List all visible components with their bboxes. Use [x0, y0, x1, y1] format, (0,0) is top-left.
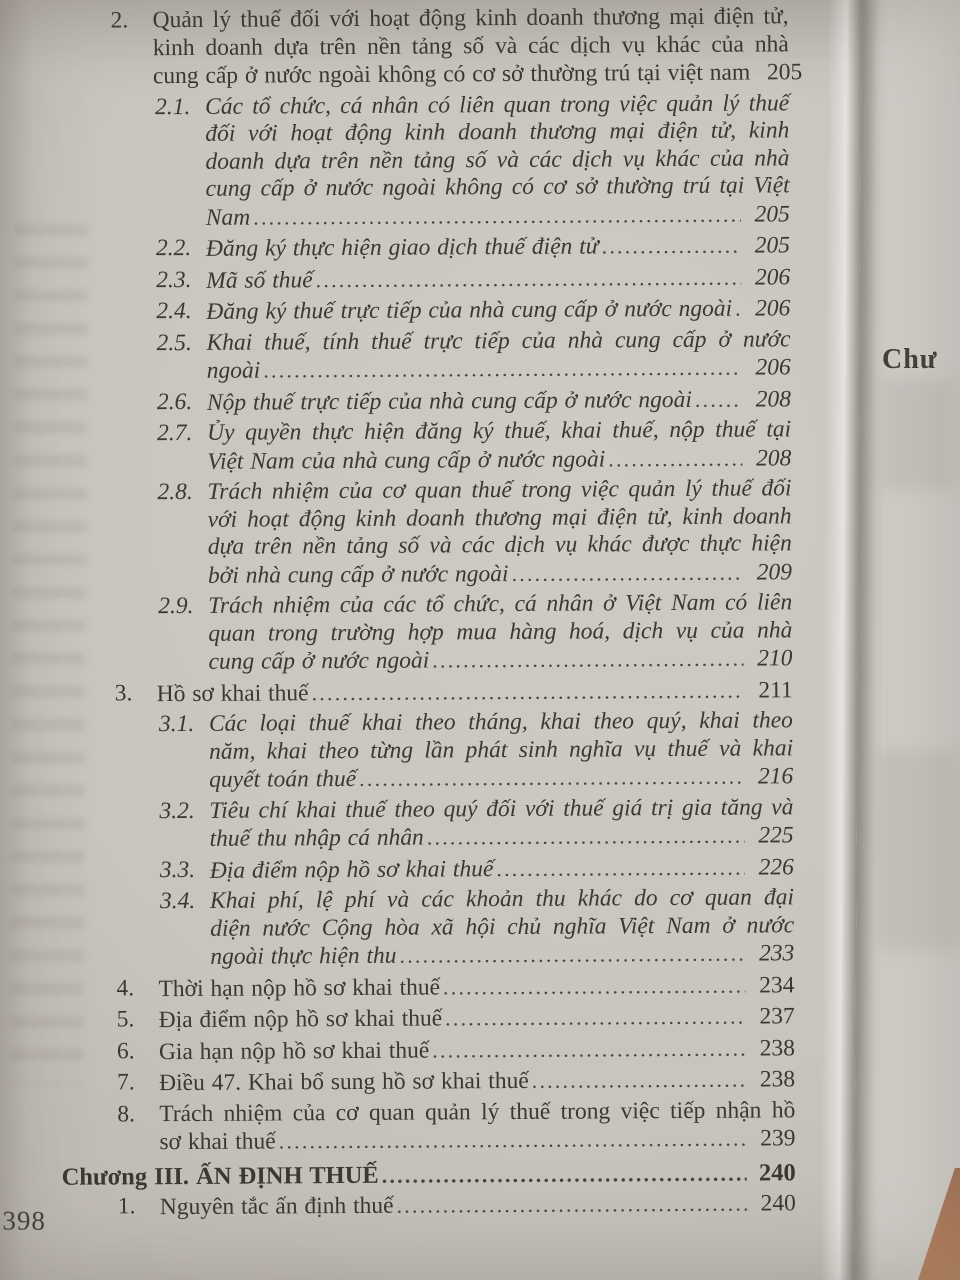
dot-leader: [311, 676, 743, 707]
toc-entry: [56, 231, 790, 264]
toc-entry-body: [159, 1097, 795, 1157]
dot-leader: [427, 822, 745, 852]
dot-leader: [279, 1125, 747, 1156]
toc-entry-body: [206, 294, 790, 326]
dot-leader: [263, 354, 742, 385]
toc-entry-page: 238: [759, 1066, 796, 1093]
toc-entry-number: 2.: [110, 7, 129, 34]
toc-entry-body: [159, 1065, 795, 1097]
toc-entry-wrapped-line: quan trong trường hợp mua hàng hoá, dịch vụ của nhà: [208, 616, 793, 647]
toc-entry-tail-line: [207, 353, 791, 385]
toc-entry-tail-line: [159, 1034, 795, 1066]
toc-entry-tail-line: [206, 200, 790, 232]
toc-entry-page: 240: [758, 1158, 796, 1187]
toc-list: [55, 3, 803, 1222]
toc-entry-tail-line: [210, 853, 794, 885]
toc-entry-number: 2.5.: [156, 329, 192, 356]
toc-entry-body: [208, 589, 792, 676]
toc-entry: [55, 90, 790, 233]
toc-entry: [57, 416, 791, 476]
dot-leader: [511, 558, 743, 588]
toc-entry-number: 1.: [117, 1193, 136, 1220]
toc-entry-title: bởi nhà cung cấp ở nước ngoài: [207, 560, 509, 589]
toc-entry-page: 216: [757, 763, 794, 790]
toc-entry-body: [159, 1034, 795, 1066]
toc-entry-body: [209, 707, 793, 794]
toc-entry-body: [205, 90, 790, 232]
toc-entry-wrapped-line: Các tổ chức, cá nhân có liên quan trong việc quản lý thuế: [205, 89, 790, 120]
toc-entry: [60, 853, 794, 886]
toc-entry-wrapped-line: Quản lý thuế đối với hoạt động kinh doanh thương mại điện tử,: [152, 3, 789, 34]
dot-leader: [601, 232, 741, 261]
toc-entry-tail-line: [159, 1002, 795, 1034]
toc-entry-number: 2.3.: [156, 266, 192, 293]
toc-entry-body: [209, 794, 793, 854]
toc-entry-body: [207, 385, 791, 417]
toc-entry-number: 5.: [116, 1006, 135, 1033]
toc-content: [55, 3, 803, 1222]
toc-entry-page: 210: [757, 645, 793, 672]
toc-entry: [57, 475, 792, 590]
toc-entry: [60, 884, 794, 972]
toc-entry-title: ngoài: [206, 357, 261, 384]
toc-entry-title: Đăng ký thuế trực tiếp của nhà cung cấp ở nước ngoài: [206, 295, 733, 325]
toc-entry-tail-line: [152, 58, 803, 90]
toc-entry-body: [62, 1159, 796, 1191]
dot-leader: [496, 853, 745, 883]
dot-leader: [396, 1190, 746, 1221]
toc-entry-title: thuế thu nhập cá nhân: [209, 824, 424, 852]
toc-entry-wrapped-line: Ủy quyền thực hiện đăng ký thuế, khai thuế, nộp thuế tại: [207, 416, 792, 446]
toc-entry-tail-line: [206, 231, 790, 263]
toc-entry-wrapped-line: đối với hoạt động kinh doanh thương mại điện tử, kinh: [205, 117, 790, 147]
toc-entry-number: 2.1.: [155, 93, 191, 120]
toc-entry-page: 237: [759, 1003, 795, 1030]
toc-entry-title: sơ khai thuế: [159, 1128, 276, 1156]
toc-entry: [56, 294, 790, 327]
toc-entry-title: Hồ sơ khai thuế: [156, 679, 309, 707]
toc-entry-page: 205: [754, 232, 791, 259]
toc-entry-wrapped-line: diện nước Cộng hòa xã hội chủ nghĩa Việt Nam ở nước: [210, 911, 795, 942]
toc-entry-wrapped-line: doanh dựa trên nền tảng số và các dịch vụ khác của nhà: [205, 144, 790, 175]
page-number: 398: [2, 1205, 47, 1236]
toc-entry-wrapped-line: Trách nhiệm của cơ quan thuế trong việc quản lý thuế đối: [207, 475, 792, 505]
toc-entry-wrapped-line: cung cấp ở nước ngoài không có cơ sở thường trú tại Việt: [205, 172, 790, 202]
toc-entry-body: [160, 1189, 796, 1221]
dot-leader: [608, 444, 742, 473]
toc-entry-number: 2.6.: [156, 388, 193, 415]
toc-entry-title: Thời hạn nộp hồ sơ khai thuế: [158, 973, 441, 1002]
toc-entry-tail-line: [157, 676, 793, 708]
toc-entry: [59, 794, 793, 854]
toc-entry-number: 2.7.: [157, 419, 193, 447]
toc-entry-title: Việt Nam của nhà cung cấp ở nước ngoài: [207, 445, 606, 475]
toc-entry-tail-line: [159, 1124, 795, 1156]
toc-entry: [59, 707, 793, 795]
show-through-smudge: [882, 380, 954, 490]
toc-entry-number: 6.: [116, 1037, 135, 1064]
toc-entry-page: 208: [755, 444, 792, 472]
toc-entry-body: [210, 853, 794, 885]
toc-entry-body: [207, 416, 791, 476]
dot-leader: [432, 645, 743, 675]
toc-entry: [56, 263, 790, 296]
toc-entry-tail-line: [208, 644, 792, 676]
toc-entry-tail-line: [210, 939, 794, 971]
toc-entry-wrapped-line: với hoạt động kinh doanh thương mại điện tử, kinh doanh: [207, 502, 792, 533]
toc-entry-body: [159, 1002, 795, 1034]
dot-leader: [432, 1034, 746, 1064]
toc-entry-body: [157, 676, 793, 708]
toc-entry-body: [210, 884, 794, 971]
toc-entry-wrapped-line: Khai thuế, tính thuế trực tiếp của nhà cung cấp ở nước: [206, 325, 791, 356]
toc-entry-body: [152, 3, 803, 90]
toc-entry-page: 205: [766, 59, 803, 86]
dot-leader: [382, 1159, 747, 1189]
facing-page-text: Chư: [882, 344, 938, 375]
toc-entry-number: 2.9.: [158, 592, 194, 620]
toc-entry-title: Đăng ký thực hiện giao dịch thuế điện tử: [205, 233, 599, 262]
dot-leader: [253, 200, 741, 231]
dot-leader: [695, 385, 742, 414]
toc-entry-number: 3.2.: [159, 797, 195, 824]
toc-entry: [55, 3, 803, 91]
toc-entry-number: 3.4.: [159, 887, 196, 915]
dot-leader: [735, 295, 741, 324]
toc-entry: [57, 385, 791, 418]
dot-leader: [359, 763, 744, 794]
dot-leader: [445, 1003, 746, 1033]
toc-entry-tail-line: [210, 821, 794, 853]
toc-entry-page: 239: [760, 1125, 796, 1152]
toc-entry-page: 240: [760, 1190, 796, 1217]
toc-entry-number: 4.: [116, 974, 135, 1001]
toc-entry-page: 209: [756, 558, 793, 586]
toc-entry-tail-line: [209, 762, 793, 794]
toc-entry-page: 225: [758, 822, 794, 849]
toc-entry-tail-line: [158, 971, 794, 1003]
toc-entry-tail-line: [207, 385, 791, 417]
toc-entry-title: Nguyên tắc ấn định thuế: [159, 1192, 394, 1221]
toc-entry: [62, 1189, 796, 1222]
dot-leader: [316, 263, 742, 294]
toc-entry-wrapped-line: Tiêu chí khai thuế theo quý đối với thuế giá trị gia tăng và: [209, 793, 794, 824]
toc-entry-title: quyết toán thuế: [209, 765, 357, 793]
toc-entry-number: 2.8.: [157, 478, 193, 506]
toc-entry-page: 226: [758, 853, 794, 881]
toc-entry-tail-line: [160, 1189, 796, 1221]
toc-entry-wrapped-line: kinh doanh dựa trên nền tảng số và các dịch vụ khác của nhà: [152, 30, 789, 61]
toc-entry-number: 2.2.: [155, 234, 192, 262]
toc-entry-title: Nam: [205, 204, 251, 231]
toc-entry-page: 205: [754, 200, 790, 228]
toc-entry: [58, 589, 792, 677]
dot-leader: [399, 940, 745, 971]
toc-entry-number: 3.: [114, 679, 133, 706]
toc-entry-title: Địa điểm nộp hồ sơ khai thuế: [158, 1005, 443, 1034]
toc-entry-tail-line: [159, 1065, 795, 1097]
toc-entry-tail-line: [207, 444, 791, 476]
toc-entry-wrapped-line: Khai phí, lệ phí và các khoản thu khác do cơ quan đại: [209, 884, 795, 914]
toc-entry-page: 233: [758, 940, 795, 967]
toc-entry-title: ngoài thực hiện thu: [210, 942, 397, 970]
toc-entry-page: 211: [758, 676, 793, 704]
toc-entry-title: Gia hạn nộp hồ sơ khai thuế: [158, 1037, 430, 1065]
toc-entry-page: 206: [755, 354, 791, 381]
toc-entry-wrapped-line: Trách nhiệm của cơ quan quản lý thuế trong việc tiếp nhận hồ: [159, 1096, 796, 1127]
toc-entry-title: Mã số thuế: [206, 266, 313, 294]
toc-entry: [60, 971, 794, 1004]
show-through-smudge: [878, 750, 958, 950]
toc-entry-title: cung cấp ở nước ngoài: [208, 647, 430, 675]
toc-entry: [61, 1065, 795, 1098]
toc-entry-wrapped-line: dựa trên nền tảng số và các dịch vụ khác được thực hiện: [207, 530, 792, 560]
toc-entry: [56, 326, 790, 386]
toc-entry-number: 8.: [117, 1100, 135, 1127]
dot-leader: [532, 1066, 747, 1096]
toc-entry-tail-line: [208, 558, 792, 590]
toc-entry-tail-line: [62, 1159, 796, 1191]
toc-entry: [62, 1159, 796, 1191]
toc-entry-number: 3.1.: [158, 710, 195, 738]
toc-entry-number: 3.3.: [159, 856, 196, 883]
toc-entry-body: [206, 231, 790, 263]
toc-entry-tail-line: [206, 294, 790, 326]
toc-entry-title: Nộp thuế trực tiếp của nhà cung cấp ở nước ngoài: [206, 386, 692, 416]
toc-entry-page: 206: [755, 295, 791, 322]
toc-entry-title: cung cấp ở nước ngoài không có cơ sở thường trú tại việt nam: [152, 59, 751, 90]
toc-entry-title: Địa điểm nộp hồ sơ khai thuế: [209, 855, 494, 884]
toc-entry-page: 208: [755, 385, 792, 413]
toc-entry-body: [206, 326, 790, 386]
toc-entry: [61, 1097, 795, 1157]
toc-entry-number: 2.4.: [156, 297, 192, 325]
toc-entry-body: [206, 263, 790, 295]
toc-entry-page: 234: [759, 971, 795, 999]
toc-entry-body: [158, 971, 794, 1003]
dot-leader: [443, 971, 746, 1001]
toc-entry-wrapped-line: năm, khai theo từng lần phát sinh nghĩa vụ thuế và khai: [208, 734, 794, 765]
toc-entry-title: Chương III. ẤN ĐỊNH THUẾ: [61, 1161, 379, 1191]
toc-entry-body: [207, 475, 792, 590]
toc-entry-tail-line: [206, 263, 790, 295]
toc-entry-number: 7.: [117, 1069, 135, 1096]
toc-entry-wrapped-line: Các loại thuế khai theo tháng, khai theo quý, khai theo: [208, 707, 793, 737]
toc-entry: [59, 676, 793, 709]
toc-entry-title: Điều 47. Khai bổ sung hồ sơ khai thuế: [159, 1067, 529, 1097]
toc-entry-page: 206: [754, 263, 791, 291]
toc-entry-wrapped-line: Trách nhiệm của các tổ chức, cá nhân ở Việt Nam có liên: [208, 589, 793, 619]
toc-entry-page: 238: [759, 1034, 795, 1062]
toc-entry: [61, 1034, 795, 1067]
toc-entry: [61, 1002, 795, 1035]
